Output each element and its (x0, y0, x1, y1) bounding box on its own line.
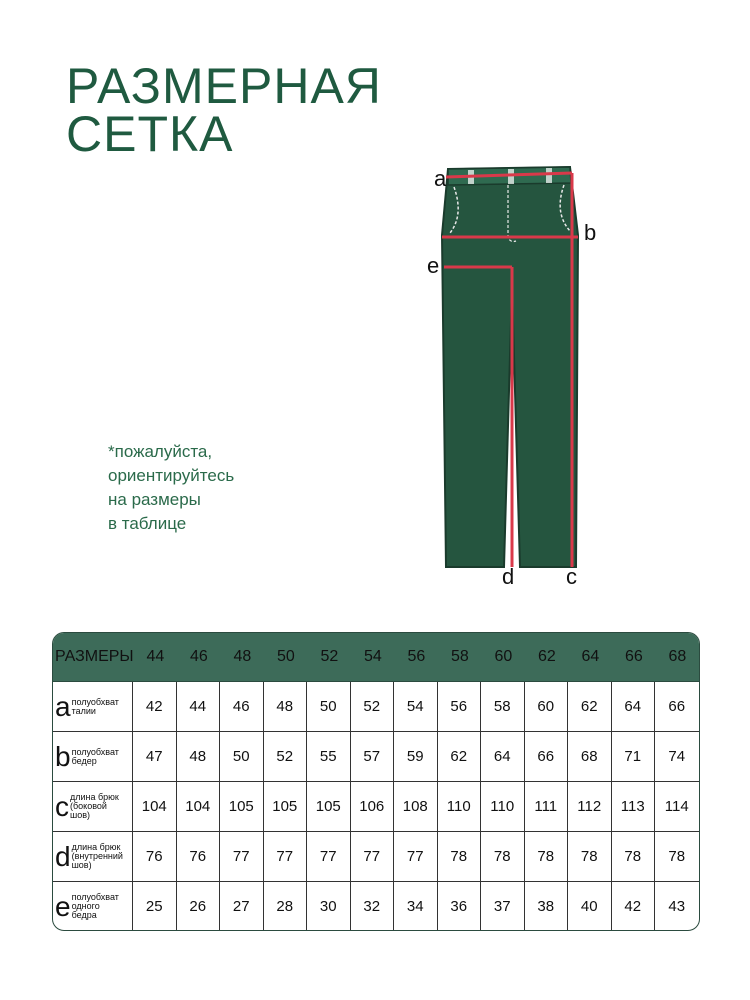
table-cell: 56 (438, 682, 482, 731)
size-header-54: 54 (363, 648, 382, 665)
row-description (72, 843, 123, 870)
row-description-line: полуобхват (71, 746, 119, 757)
row-letter: b (55, 740, 71, 772)
table-cell: 78 (481, 832, 525, 881)
note-line-1: *пожалуйста, (108, 442, 213, 461)
diagram-label-c: c (566, 564, 577, 589)
table-cell: 78 (568, 832, 612, 881)
table-cell: 42 (612, 882, 656, 931)
row-description-line: (внутренний (71, 851, 123, 861)
table-cell: 76 (133, 832, 177, 881)
table-cell: 50 (307, 682, 351, 731)
table-cell: 78 (438, 832, 482, 881)
diagram-label-e: e (427, 253, 440, 278)
table-cell: 114 (664, 798, 689, 815)
size-header-58: 58 (450, 648, 469, 665)
table-cell: 77 (264, 832, 308, 881)
size-header-64: 64 (581, 648, 600, 665)
table-cell: 42 (133, 682, 177, 731)
table-cell: 30 (307, 882, 351, 931)
table-cell: 58 (481, 682, 525, 731)
row-letter: a (55, 690, 71, 722)
row-description-line: бедер (71, 755, 97, 766)
table-cell: 32 (351, 882, 395, 931)
table-cell: 40 (568, 882, 612, 931)
table-cell: 78 (525, 832, 569, 881)
row-description-line: полуобхват (71, 892, 119, 902)
table-cell: 62 (568, 682, 612, 731)
table-cell: 113 (612, 782, 656, 831)
table-row-b (53, 732, 699, 782)
row-description (72, 698, 119, 716)
pants-diagram (420, 155, 610, 575)
row-description (72, 748, 119, 766)
size-header-66: 66 (624, 648, 643, 665)
table-cell: 55 (307, 732, 351, 781)
table-cell: 78 (612, 832, 656, 881)
table-row-a (53, 682, 699, 732)
table-cell: 36 (438, 882, 482, 931)
table-cell: 64 (612, 682, 656, 731)
row-label (53, 682, 133, 731)
note-line-3: на размеры (108, 490, 201, 509)
table-cell: 48 (177, 732, 221, 781)
table-cell: 105 (264, 782, 308, 831)
row-description (72, 893, 119, 920)
table-cell: 112 (568, 782, 612, 831)
table-cell: 59 (394, 732, 438, 781)
size-table (52, 632, 700, 931)
row-label (53, 882, 133, 931)
table-cell: 37 (481, 882, 525, 931)
table-cell: 77 (394, 832, 438, 881)
row-description-line: одного (71, 901, 100, 911)
table-cell: 74 (668, 748, 686, 765)
table-cell: 66 (525, 732, 569, 781)
row-description-line: длина брюк (71, 842, 121, 852)
row-description (70, 793, 119, 820)
table-cell: 52 (264, 732, 308, 781)
size-header-62: 62 (537, 648, 556, 665)
table-cell: 60 (525, 682, 569, 731)
table-cell: 104 (133, 782, 177, 831)
table-cell: 43 (668, 898, 686, 915)
size-header-56: 56 (407, 648, 426, 665)
diagram-label-b: b (584, 220, 597, 245)
row-letter: d (55, 840, 71, 872)
table-cell: 25 (133, 882, 177, 931)
table-cell: 68 (568, 732, 612, 781)
table-cell: 64 (481, 732, 525, 781)
table-cell: 110 (438, 782, 482, 831)
note-line-2: ориентируйтесь (108, 466, 235, 485)
table-cell: 54 (394, 682, 438, 731)
row-description-line: полуобхват (71, 696, 119, 707)
table-cell: 104 (177, 782, 221, 831)
table-cell: 66 (668, 698, 686, 715)
table-cell: 47 (133, 732, 177, 781)
table-cell: 38 (525, 882, 569, 931)
table-cell: 27 (220, 882, 264, 931)
size-header-cells (134, 648, 700, 666)
title-line-2: СЕТКА (66, 106, 234, 162)
size-header-52: 52 (320, 648, 339, 665)
table-row-d (53, 832, 699, 882)
table-cell: 28 (264, 882, 308, 931)
row-label (53, 732, 133, 781)
table-cell: 46 (220, 682, 264, 731)
table-cell: 106 (351, 782, 395, 831)
row-label (53, 832, 133, 881)
table-cell: 48 (264, 682, 308, 731)
size-header-68: 68 (668, 648, 687, 665)
title-line-1: РАЗМЕРНАЯ (66, 58, 382, 114)
size-header-60: 60 (494, 648, 513, 665)
table-cell: 52 (351, 682, 395, 731)
pants-illustration (442, 167, 578, 567)
table-cell: 62 (438, 732, 482, 781)
diagram-label-d: d (502, 564, 515, 589)
table-cell: 44 (177, 682, 221, 731)
row-description-line: бедра (71, 910, 97, 920)
table-cell: 34 (394, 882, 438, 931)
header-label: РАЗМЕРЫ (55, 648, 134, 665)
table-row-e (53, 882, 699, 931)
row-description-line: талии (71, 705, 96, 716)
diagram-label-a: a (434, 166, 447, 191)
size-header-48: 48 (233, 648, 252, 665)
page-title (66, 58, 382, 162)
table-cell: 78 (668, 848, 686, 865)
size-header-44: 44 (146, 648, 165, 665)
note-line-4: в таблице (108, 514, 187, 533)
table-cell: 26 (177, 882, 221, 931)
size-table-header (53, 633, 699, 682)
size-header-46: 46 (189, 648, 208, 665)
table-cell: 57 (351, 732, 395, 781)
row-description-line: шов) (70, 810, 91, 820)
table-cell: 111 (525, 782, 569, 831)
row-letter: c (55, 790, 69, 822)
table-cell: 105 (220, 782, 264, 831)
row-label (53, 782, 133, 831)
size-header-50: 50 (276, 648, 295, 665)
table-row-c (53, 782, 699, 832)
row-description-line: длина брюк (70, 792, 119, 802)
table-cell: 76 (177, 832, 221, 881)
row-description-line: шов) (71, 860, 92, 870)
size-table-body (53, 682, 699, 931)
table-cell: 71 (612, 732, 656, 781)
table-cell: 110 (481, 782, 525, 831)
table-cell: 77 (351, 832, 395, 881)
table-cell: 105 (307, 782, 351, 831)
table-cell: 77 (307, 832, 351, 881)
size-note (108, 440, 234, 536)
table-cell: 50 (220, 732, 264, 781)
table-cell: 77 (220, 832, 264, 881)
row-letter: e (55, 890, 71, 922)
table-cell: 108 (394, 782, 438, 831)
row-description-line: (боковой (70, 801, 107, 811)
